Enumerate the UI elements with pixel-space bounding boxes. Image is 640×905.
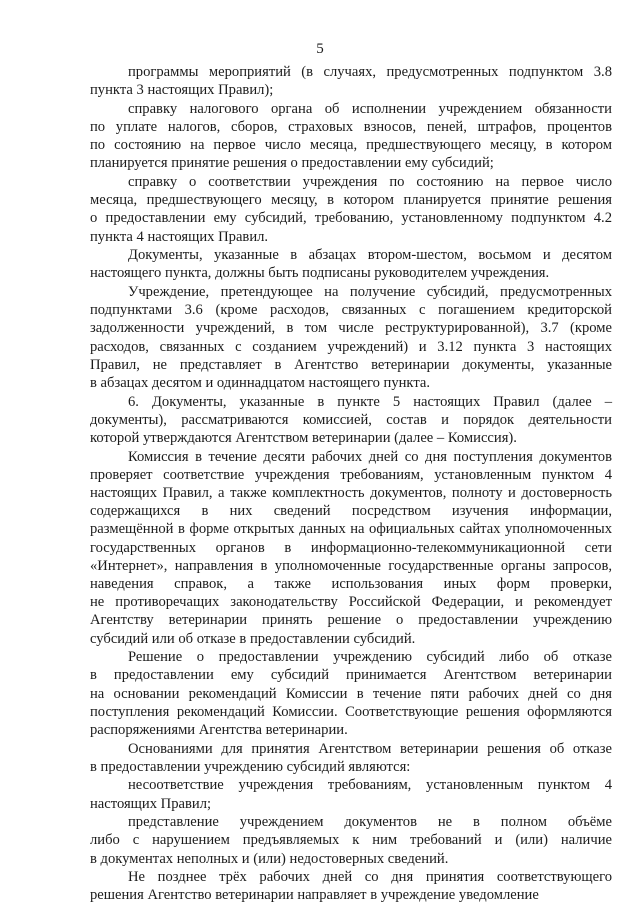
text-line: не противоречащих законодательству Российской Федерации, и рекомендует	[90, 594, 612, 611]
text-line: на основании рекомендаций Комиссии в течение пяти рабочих дней со дня	[90, 685, 612, 702]
document-body	[90, 63, 612, 905]
text-line: которой утверждаются Агентством ветеринарии (далее – Комиссия).	[90, 430, 517, 447]
text-line: документы), рассматриваются комиссией, состав и порядок деятельности	[90, 411, 612, 428]
text-line: содержащихся в них сведений посредством изучения информации,	[90, 503, 612, 520]
text-line: поступления рекомендаций Комиссии. Соответствующие решения оформляются	[90, 703, 612, 720]
text-line: пункта 3 настоящих Правил);	[90, 82, 274, 99]
text-line: 6. Документы, указанные в пункте 5 настоящих Правил (далее –	[128, 393, 612, 410]
paragraph	[90, 740, 612, 776]
text-line: в документах неполных и (или) недостоверных сведений.	[90, 850, 449, 867]
text-line: проверяет соответствие учреждения требованиям, установленным пунктом 4	[90, 466, 612, 483]
paragraph	[90, 283, 612, 392]
text-line: распоряжениями Агентства ветеринарии.	[90, 722, 348, 739]
text-line: в абзацах десятом и одиннадцатом настоящего пункта.	[90, 375, 431, 392]
page-number: 5	[316, 41, 324, 57]
paragraph	[90, 448, 612, 648]
text-line: несоответствие учреждения требованиям, установленным пунктом 4	[128, 777, 612, 794]
text-line: по состоянию на первое число месяца, предшествующего месяцу, в котором	[90, 137, 612, 154]
text-line: представление учреждением документов не в полном объёме	[128, 814, 612, 831]
text-line: программы мероприятий (в случаях, предусмотренных подпунктом 3.8	[128, 64, 612, 80]
paragraph	[90, 813, 612, 868]
text-line: Не позднее трёх рабочих дней со дня принятия соответствующего	[128, 869, 612, 886]
text-line: Основаниями для принятия Агентством ветеринарии решения об отказе	[128, 740, 612, 757]
paragraph	[90, 63, 612, 99]
text-line: государственных органов в информационно-телекоммуникационной сети	[90, 539, 612, 556]
paragraph	[90, 868, 612, 904]
text-line: Комиссия в течение десяти рабочих дней со дня поступления документов	[128, 448, 612, 465]
text-line: Правил, не представляет в Агентство ветеринарии документы, указанные	[90, 356, 612, 373]
text-line: наведения справок, а также использования иных форм проверки,	[90, 576, 612, 593]
text-line: справку налогового органа об исполнении учреждением обязанности	[128, 100, 612, 117]
text-line: справку о соответствии учреждения по состоянию на первое число	[128, 174, 612, 190]
text-line: о предоставлении ему субсидий, требованию, установленному подпунктом 4.2	[90, 210, 612, 227]
paragraph	[90, 173, 612, 246]
text-line: планируется принятие решения о предоставлении ему субсидий;	[90, 155, 494, 172]
paragraph	[90, 648, 612, 739]
text-line: «Интернет», направления в уполномоченные государственные органы запросов,	[90, 557, 612, 574]
paragraph	[90, 100, 612, 173]
paragraph	[90, 776, 612, 812]
text-line: субсидий или об отказе в предоставлении субсидий.	[90, 630, 416, 647]
text-line: пункта 4 настоящих Правил.	[90, 228, 269, 245]
text-line: подпунктами 3.6 (кроме расходов, связанных с погашением кредиторской	[90, 302, 612, 319]
text-line: настоящих Правил, а также комплектность документов, полноту и достоверность	[90, 485, 612, 502]
text-line: в предоставлении ему субсидий принимается Агентством ветеринарии	[90, 667, 612, 684]
text-line: Учреждение, претендующее на получение субсидий, предусмотренных	[128, 284, 612, 300]
paragraph	[90, 393, 612, 448]
text-line: расходов, связанных с созданием учреждений) и 3.12 пункта 3 настоящих	[90, 338, 612, 355]
text-line: по уплате налогов, сборов, страховых взносов, пеней, штрафов, процентов	[90, 119, 612, 135]
text-line: Агентству ветеринарии принять решение о предоставлении учреждению	[90, 612, 612, 629]
text-line: месяца, предшествующего месяцу, в котором планируется принятие решения	[90, 192, 612, 209]
text-line: либо с нарушением предъявляемых к ним требований и (или) наличие	[90, 832, 612, 849]
text-line: размещённой в форме открытых данных на официальных сайтах уполномоченных	[90, 521, 612, 538]
text-line: настоящего пункта, должны быть подписаны руководителем учреждения.	[90, 265, 550, 282]
text-line: решения Агентство ветеринарии направляет в учреждение уведомление	[90, 887, 539, 904]
paragraph	[90, 246, 612, 282]
text-line: Решение о предоставлении учреждению субсидий либо об отказе	[128, 649, 612, 666]
text-line: задолженности учреждений, в том числе реструктурированной), 3.7 (кроме	[90, 320, 612, 337]
text-line: в предоставлении учреждению субсидий являются:	[90, 758, 411, 775]
text-line: Документы, указанные в абзацах втором-шестом, восьмом и десятом	[128, 247, 612, 264]
text-line: настоящих Правил;	[90, 795, 212, 812]
